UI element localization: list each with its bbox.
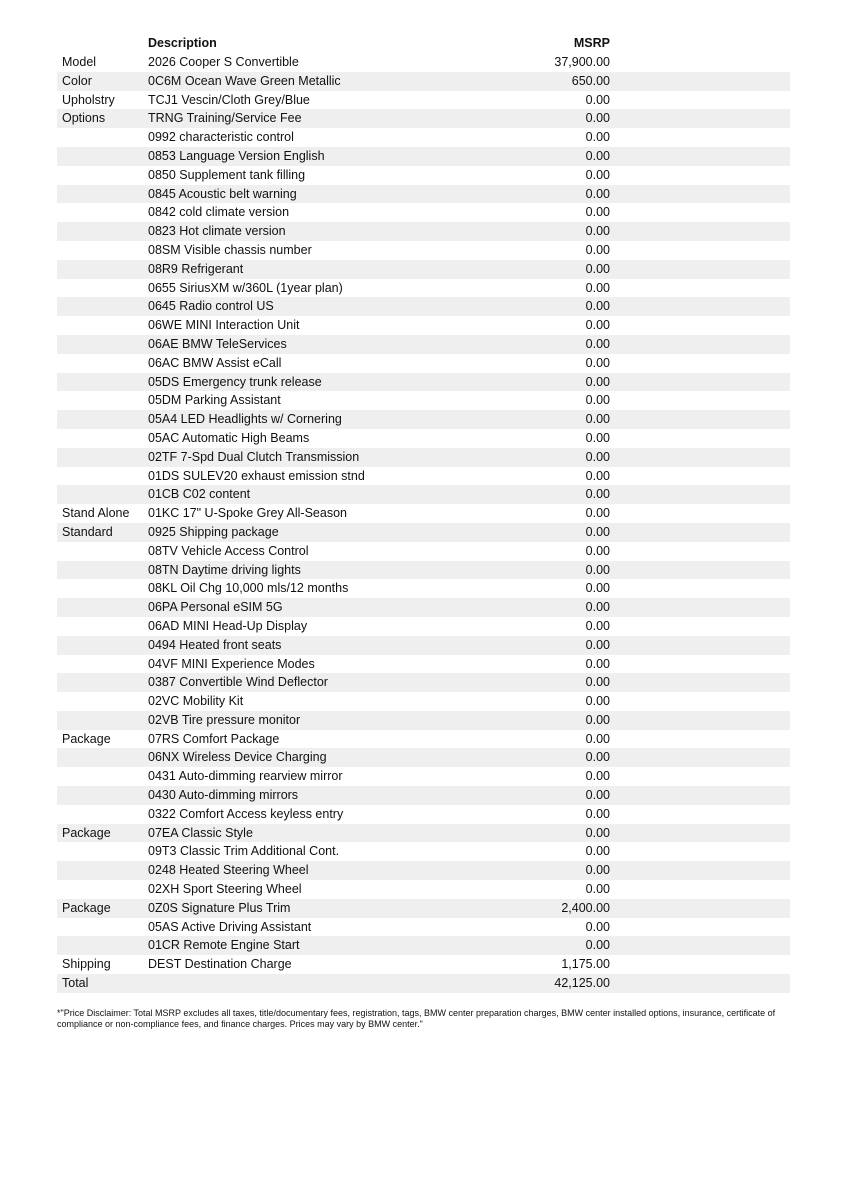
description-cell: 0823 Hot climate version: [148, 224, 286, 239]
msrp-cell: 0.00: [585, 919, 610, 934]
category-cell: Stand Alone: [62, 506, 130, 521]
description-cell: DEST Destination Charge: [148, 957, 292, 972]
table-row: [57, 899, 790, 918]
category-cell: Upholstry: [62, 92, 115, 107]
msrp-cell: 0.00: [585, 280, 610, 295]
description-cell: 09T3 Classic Trim Additional Cont.: [148, 844, 340, 859]
category-cell: Standard: [62, 524, 113, 539]
table-row: [57, 974, 790, 993]
table-row: [57, 53, 790, 72]
msrp-cell: 0.00: [585, 712, 610, 727]
msrp-cell: 0.00: [585, 412, 610, 427]
msrp-cell: 0.00: [585, 167, 610, 182]
description-cell: 08SM Visible chassis number: [148, 242, 312, 257]
msrp-cell: 0.00: [585, 750, 610, 765]
description-cell: 06WE MINI Interaction Unit: [148, 318, 300, 333]
description-cell: 05DS Emergency trunk release: [148, 374, 322, 389]
price-disclaimer: *"Price Disclaimer: Total MSRP excludes all taxes, title/documentary fees, registration, tags, BMW center preparation charges, BMW center installed options, insurance, certificate of compliance or non-compliance fees, and finance charges. Prices may vary by BMW center.": [57, 1008, 776, 1029]
description-cell: 02XH Sport Steering Wheel: [148, 882, 302, 897]
description-cell: 0C6M Ocean Wave Green Metallic: [148, 73, 341, 88]
description-cell: 0925 Shipping package: [148, 524, 279, 539]
price-table: [57, 34, 790, 993]
table-row: [57, 316, 790, 335]
msrp-cell: 0.00: [585, 524, 610, 539]
description-cell: 06PA Personal eSIM 5G: [148, 600, 283, 615]
msrp-cell: 0.00: [585, 205, 610, 220]
header-row: [57, 34, 790, 53]
msrp-cell: 650.00: [571, 73, 610, 88]
msrp-cell: 0.00: [585, 675, 610, 690]
description-cell: 0655 SiriusXM w/360L (1year plan): [148, 280, 343, 295]
description-cell: 0645 Radio control US: [148, 299, 274, 314]
description-cell: TCJ1 Vescin/Cloth Grey/Blue: [148, 92, 310, 107]
table-row: [57, 147, 790, 166]
price-table-rows: [57, 53, 790, 993]
msrp-cell: 0.00: [585, 562, 610, 577]
msrp-cell: 0.00: [585, 581, 610, 596]
table-row: [57, 598, 790, 617]
category-cell: Package: [62, 731, 111, 746]
table-row: [57, 617, 790, 636]
table-row: [57, 692, 790, 711]
msrp-cell: 0.00: [585, 769, 610, 784]
description-cell: 06AD MINI Head-Up Display: [148, 618, 308, 633]
msrp-cell: 0.00: [585, 806, 610, 821]
msrp-cell: 0.00: [585, 487, 610, 502]
table-row: [57, 673, 790, 692]
table-row: [57, 128, 790, 147]
msrp-cell: 0.00: [585, 430, 610, 445]
category-cell: Shipping: [62, 957, 111, 972]
msrp-cell: 0.00: [585, 299, 610, 314]
table-row: [57, 842, 790, 861]
description-cell: 05A4 LED Headlights w/ Cornering: [148, 412, 342, 427]
table-row: [57, 523, 790, 542]
table-row: [57, 448, 790, 467]
msrp-cell: 2,400.00: [561, 900, 610, 915]
msrp-cell: 0.00: [585, 130, 610, 145]
description-cell: 07RS Comfort Package: [148, 731, 280, 746]
table-row: [57, 861, 790, 880]
description-cell: 04VF MINI Experience Modes: [148, 656, 315, 671]
msrp-cell: 0.00: [585, 506, 610, 521]
category-cell: Total: [62, 976, 89, 991]
header-description-label: Description: [148, 36, 217, 51]
description-cell: 01CB C02 content: [148, 487, 251, 502]
description-cell: 07EA Classic Style: [148, 825, 253, 840]
msrp-cell: 0.00: [585, 825, 610, 840]
msrp-cell: 0.00: [585, 261, 610, 276]
table-row: [57, 373, 790, 392]
msrp-cell: 0.00: [585, 731, 610, 746]
table-row: [57, 467, 790, 486]
msrp-cell: 0.00: [585, 336, 610, 351]
description-cell: 08KL Oil Chg 10,000 mls/12 months: [148, 581, 349, 596]
msrp-cell: 0.00: [585, 318, 610, 333]
msrp-cell: 0.00: [585, 938, 610, 953]
description-cell: 05AS Active Driving Assistant: [148, 919, 312, 934]
description-cell: 08R9 Refrigerant: [148, 261, 244, 276]
msrp-cell: 0.00: [585, 788, 610, 803]
description-cell: 0850 Supplement tank filling: [148, 167, 306, 182]
table-row: [57, 279, 790, 298]
description-cell: 0431 Auto-dimming rearview mirror: [148, 769, 343, 784]
table-row: [57, 354, 790, 373]
table-row: [57, 335, 790, 354]
msrp-cell: 0.00: [585, 449, 610, 464]
description-cell: 0494 Heated front seats: [148, 637, 282, 652]
description-cell: 05DM Parking Assistant: [148, 393, 281, 408]
table-row: [57, 748, 790, 767]
table-row: [57, 260, 790, 279]
table-row: [57, 91, 790, 110]
msrp-cell: 0.00: [585, 600, 610, 615]
price-table-header: [57, 34, 790, 53]
category-cell: Package: [62, 825, 111, 840]
table-row: [57, 185, 790, 204]
table-row: [57, 579, 790, 598]
description-cell: 0842 cold climate version: [148, 205, 290, 220]
category-cell: Package: [62, 900, 111, 915]
msrp-cell: 0.00: [585, 543, 610, 558]
msrp-cell: 37,900.00: [554, 55, 610, 69]
msrp-cell: 0.00: [585, 863, 610, 878]
table-row: [57, 429, 790, 448]
table-row: [57, 655, 790, 674]
description-cell: 02VB Tire pressure monitor: [148, 712, 301, 727]
description-cell: 06NX Wireless Device Charging: [148, 750, 327, 765]
description-cell: 01CR Remote Engine Start: [148, 938, 300, 953]
description-cell: 0322 Comfort Access keyless entry: [148, 806, 344, 821]
description-cell: 0248 Heated Steering Wheel: [148, 863, 309, 878]
description-cell: 01DS SULEV20 exhaust emission stnd: [148, 468, 365, 483]
description-cell: 01KC 17" U-Spoke Grey All-Season: [148, 506, 347, 521]
table-row: [57, 391, 790, 410]
table-row: [57, 504, 790, 523]
msrp-cell: 0.00: [585, 374, 610, 389]
msrp-cell: 0.00: [585, 618, 610, 633]
msrp-cell: 42,125.00: [554, 976, 610, 991]
description-cell: 06AE BMW TeleServices: [148, 336, 287, 351]
table-row: [57, 297, 790, 316]
table-row: [57, 936, 790, 955]
table-row: [57, 222, 790, 241]
table-row: [57, 485, 790, 504]
description-cell: 02TF 7-Spd Dual Clutch Transmission: [148, 449, 360, 464]
msrp-cell: 0.00: [585, 92, 610, 107]
description-cell: 08TN Daytime driving lights: [148, 562, 301, 577]
table-row: [57, 711, 790, 730]
description-cell: 0853 Language Version English: [148, 148, 325, 163]
msrp-cell: 0.00: [585, 111, 610, 126]
table-row: [57, 166, 790, 185]
description-cell: 0Z0S Signature Plus Trim: [148, 900, 291, 915]
msrp-cell: 0.00: [585, 882, 610, 897]
table-row: [57, 918, 790, 937]
table-row: [57, 805, 790, 824]
description-cell: 06AC BMW Assist eCall: [148, 355, 282, 370]
msrp-cell: 1,175.00: [561, 957, 610, 972]
description-cell: TRNG Training/Service Fee: [148, 111, 302, 126]
table-row: [57, 824, 790, 843]
msrp-cell: 0.00: [585, 186, 610, 201]
msrp-cell: 0.00: [585, 637, 610, 652]
description-cell: 0387 Convertible Wind Deflector: [148, 675, 328, 690]
table-row: [57, 109, 790, 128]
table-row: [57, 767, 790, 786]
msrp-cell: 0.00: [585, 468, 610, 483]
description-cell: 08TV Vehicle Access Control: [148, 543, 309, 558]
header-msrp-label: MSRP: [573, 36, 610, 51]
msrp-cell: 0.00: [585, 224, 610, 239]
description-cell: 0845 Acoustic belt warning: [148, 186, 297, 201]
description-cell: 05AC Automatic High Beams: [148, 430, 310, 445]
table-row: [57, 542, 790, 561]
msrp-cell: 0.00: [585, 242, 610, 257]
description-cell: 2026 Cooper S Convertible: [148, 55, 299, 69]
table-row: [57, 730, 790, 749]
table-row: [57, 880, 790, 899]
category-cell: Model: [62, 55, 97, 69]
msrp-cell: 0.00: [585, 355, 610, 370]
msrp-cell: 0.00: [585, 148, 610, 163]
category-cell: Options: [62, 111, 106, 126]
msrp-cell: 0.00: [585, 694, 610, 709]
msrp-cell: 0.00: [585, 656, 610, 671]
table-row: [57, 241, 790, 260]
table-row: [57, 786, 790, 805]
msrp-cell: 0.00: [585, 844, 610, 859]
description-cell: 0430 Auto-dimming mirrors: [148, 788, 299, 803]
table-row: [57, 410, 790, 429]
table-row: [57, 955, 790, 974]
description-cell: 02VC Mobility Kit: [148, 694, 244, 709]
table-row: [57, 636, 790, 655]
msrp-cell: 0.00: [585, 393, 610, 408]
table-row: [57, 203, 790, 222]
table-row: [57, 561, 790, 580]
description-cell: 0992 characteristic control: [148, 130, 294, 145]
table-row: [57, 72, 790, 91]
category-cell: Color: [62, 73, 92, 88]
